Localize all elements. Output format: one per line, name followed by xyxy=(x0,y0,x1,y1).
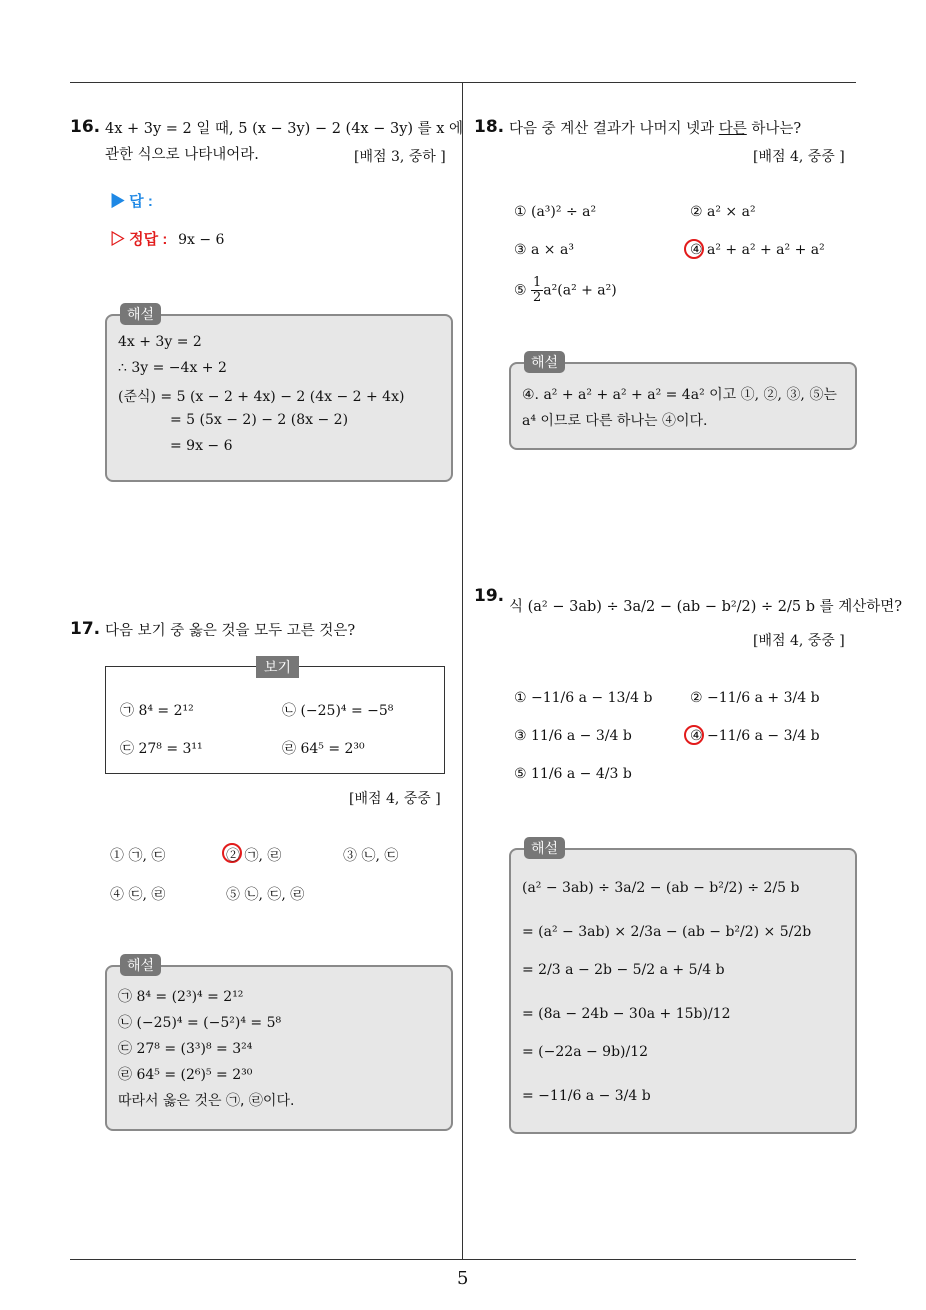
q17-score: [배점 4, 중중 ] xyxy=(349,791,441,807)
q19-expl-line: = (a² − 3ab) × 2/3a − (ab − b²/2) × 5/2b xyxy=(522,924,812,940)
q19-text: 식 (a² − 3ab) ÷ 3a/2 − (ab − b²/2) ÷ 2/5 b 를 계산하면? xyxy=(509,599,903,615)
q16-expl-line: 4x + 3y = 2 xyxy=(118,334,202,350)
q16-expl-line: = 5 (5x − 2) − 2 (8x − 2) xyxy=(170,412,349,428)
q19-number: 19. xyxy=(474,586,505,606)
correct-value: 9x − 6 xyxy=(178,232,225,248)
q17-expl-line: ㉣ 64⁵ = (2⁶)⁵ = 2³⁰ xyxy=(118,1067,253,1083)
correct-label: ▷ 정답 : xyxy=(110,231,168,248)
q16-expl-line: (준식) = 5 (x − 2 + 4x) − 2 (4x − 2 + 4x) xyxy=(118,389,405,405)
q19-score: [배점 4, 중중 ] xyxy=(753,633,845,649)
column-divider xyxy=(462,82,463,1260)
q18-score: [배점 4, 중중 ] xyxy=(753,149,845,165)
q17-example-item: ㉠ 8⁴ = 2¹² xyxy=(120,703,194,719)
q16-text-line2: 관한 식으로 나타내어라. xyxy=(105,147,259,163)
q16-text-line1: 4x + 3y = 2 일 때, 5 (x − 3y) − 2 (4x − 3y) 를 x 에 xyxy=(105,121,464,137)
bottom-rule xyxy=(70,1259,856,1260)
q17-option-5[interactable]: ⑤ ㉡, ㉢, ㉣ xyxy=(226,887,305,903)
q18-option-4[interactable]: ④ a² + a² + a² + a² xyxy=(690,242,825,258)
q19-expl-line: = (8a − 24b − 30a + 15b)/12 xyxy=(522,1006,731,1022)
q18-text-before: 다음 중 계산 결과가 나머지 넷과 xyxy=(509,121,719,137)
q18-explanation-tab: 해설 xyxy=(524,351,565,373)
q18-option-5-num: ⑤ xyxy=(514,282,527,299)
q18-text-after: 하나는? xyxy=(746,121,802,137)
q16-expl-line: ∴ 3y = −4x + 2 xyxy=(118,360,227,376)
q17-expl-line: ㉢ 27⁸ = (3³)⁸ = 3²⁴ xyxy=(118,1041,253,1057)
q18-option-3[interactable]: ③ a × a³ xyxy=(514,242,574,258)
q19-expl-line: (a² − 3ab) ÷ 3a/2 − (ab − b²/2) ÷ 2/5 b xyxy=(522,880,800,896)
q18-text-underline: 다른 xyxy=(718,121,747,137)
q17-example-item: ㉣ 64⁵ = 2³⁰ xyxy=(282,741,365,757)
q17-option-4[interactable]: ④ ㉢, ㉣ xyxy=(110,887,166,903)
q18-expl-line: ④. a² + a² + a² + a² = 4a² 이고 ①, ②, ③, ⑤는 xyxy=(522,387,837,403)
q16-answer-row xyxy=(110,190,153,211)
q16-expl-line: = 9x − 6 xyxy=(170,438,233,454)
q18-option-5-fraction: $\frac{1}{2}$ xyxy=(533,275,542,305)
q18-option-5[interactable] xyxy=(514,276,617,305)
q19-option-5[interactable]: ⑤ 11/6 a − 4/3 b xyxy=(514,766,632,782)
page-number: 5 xyxy=(457,1268,469,1289)
q19-explanation-tab: 해설 xyxy=(524,837,565,859)
q19-option-4[interactable]: ④ −11/6 a − 3/4 b xyxy=(690,728,820,744)
q17-example-item: ㉡ (−25)⁴ = −5⁸ xyxy=(282,703,394,719)
q19-expl-line: = 2/3 a − 2b − 5/2 a + 5/4 b xyxy=(522,962,725,978)
q17-option-3[interactable]: ③ ㉡, ㉢ xyxy=(343,848,399,864)
q18-number: 18. xyxy=(474,117,505,137)
q16-number: 16. xyxy=(70,117,101,137)
q16-score: [배점 3, 중하 ] xyxy=(354,149,446,165)
q18-text xyxy=(509,116,801,142)
answer-label: ▶ 답 : xyxy=(110,193,153,210)
q16-explanation-tab: 해설 xyxy=(120,303,161,325)
q18-option-1[interactable]: ① (a³)² ÷ a² xyxy=(514,204,597,220)
q17-option-1[interactable]: ① ㉠, ㉢ xyxy=(110,848,166,864)
q17-expl-line: 따라서 옳은 것은 ㉠, ㉣이다. xyxy=(118,1093,295,1109)
q17-expl-line: ㉠ 8⁴ = (2³)⁴ = 2¹² xyxy=(118,989,244,1005)
top-rule xyxy=(70,82,856,83)
q19-expl-line: = −11/6 a − 3/4 b xyxy=(522,1088,651,1104)
q17-expl-line: ㉡ (−25)⁴ = (−5²)⁴ = 5⁸ xyxy=(118,1015,282,1031)
q19-option-2[interactable]: ② −11/6 a + 3/4 b xyxy=(690,690,820,706)
q17-text: 다음 보기 중 옳은 것을 모두 고른 것은? xyxy=(105,623,356,639)
q18-option-2[interactable]: ② a² × a² xyxy=(690,204,756,220)
q18-explanation-box xyxy=(509,362,857,450)
q18-option-5-rest: a²(a² + a²) xyxy=(543,282,617,299)
q19-option-3[interactable]: ③ 11/6 a − 3/4 b xyxy=(514,728,632,744)
q17-example-tab: 보기 xyxy=(256,656,299,678)
q18-expl-line: a⁴ 이므로 다른 하나는 ④이다. xyxy=(522,413,708,429)
q17-example-item: ㉢ 27⁸ = 3¹¹ xyxy=(120,741,203,757)
q16-correct-row xyxy=(110,228,224,249)
q17-number: 17. xyxy=(70,619,101,639)
q19-option-1[interactable]: ① −11/6 a − 13/4 b xyxy=(514,690,653,706)
q17-explanation-tab: 해설 xyxy=(120,954,161,976)
q19-expl-line: = (−22a − 9b)/12 xyxy=(522,1044,649,1060)
q17-option-2[interactable]: ② ㉠, ㉣ xyxy=(226,848,282,864)
